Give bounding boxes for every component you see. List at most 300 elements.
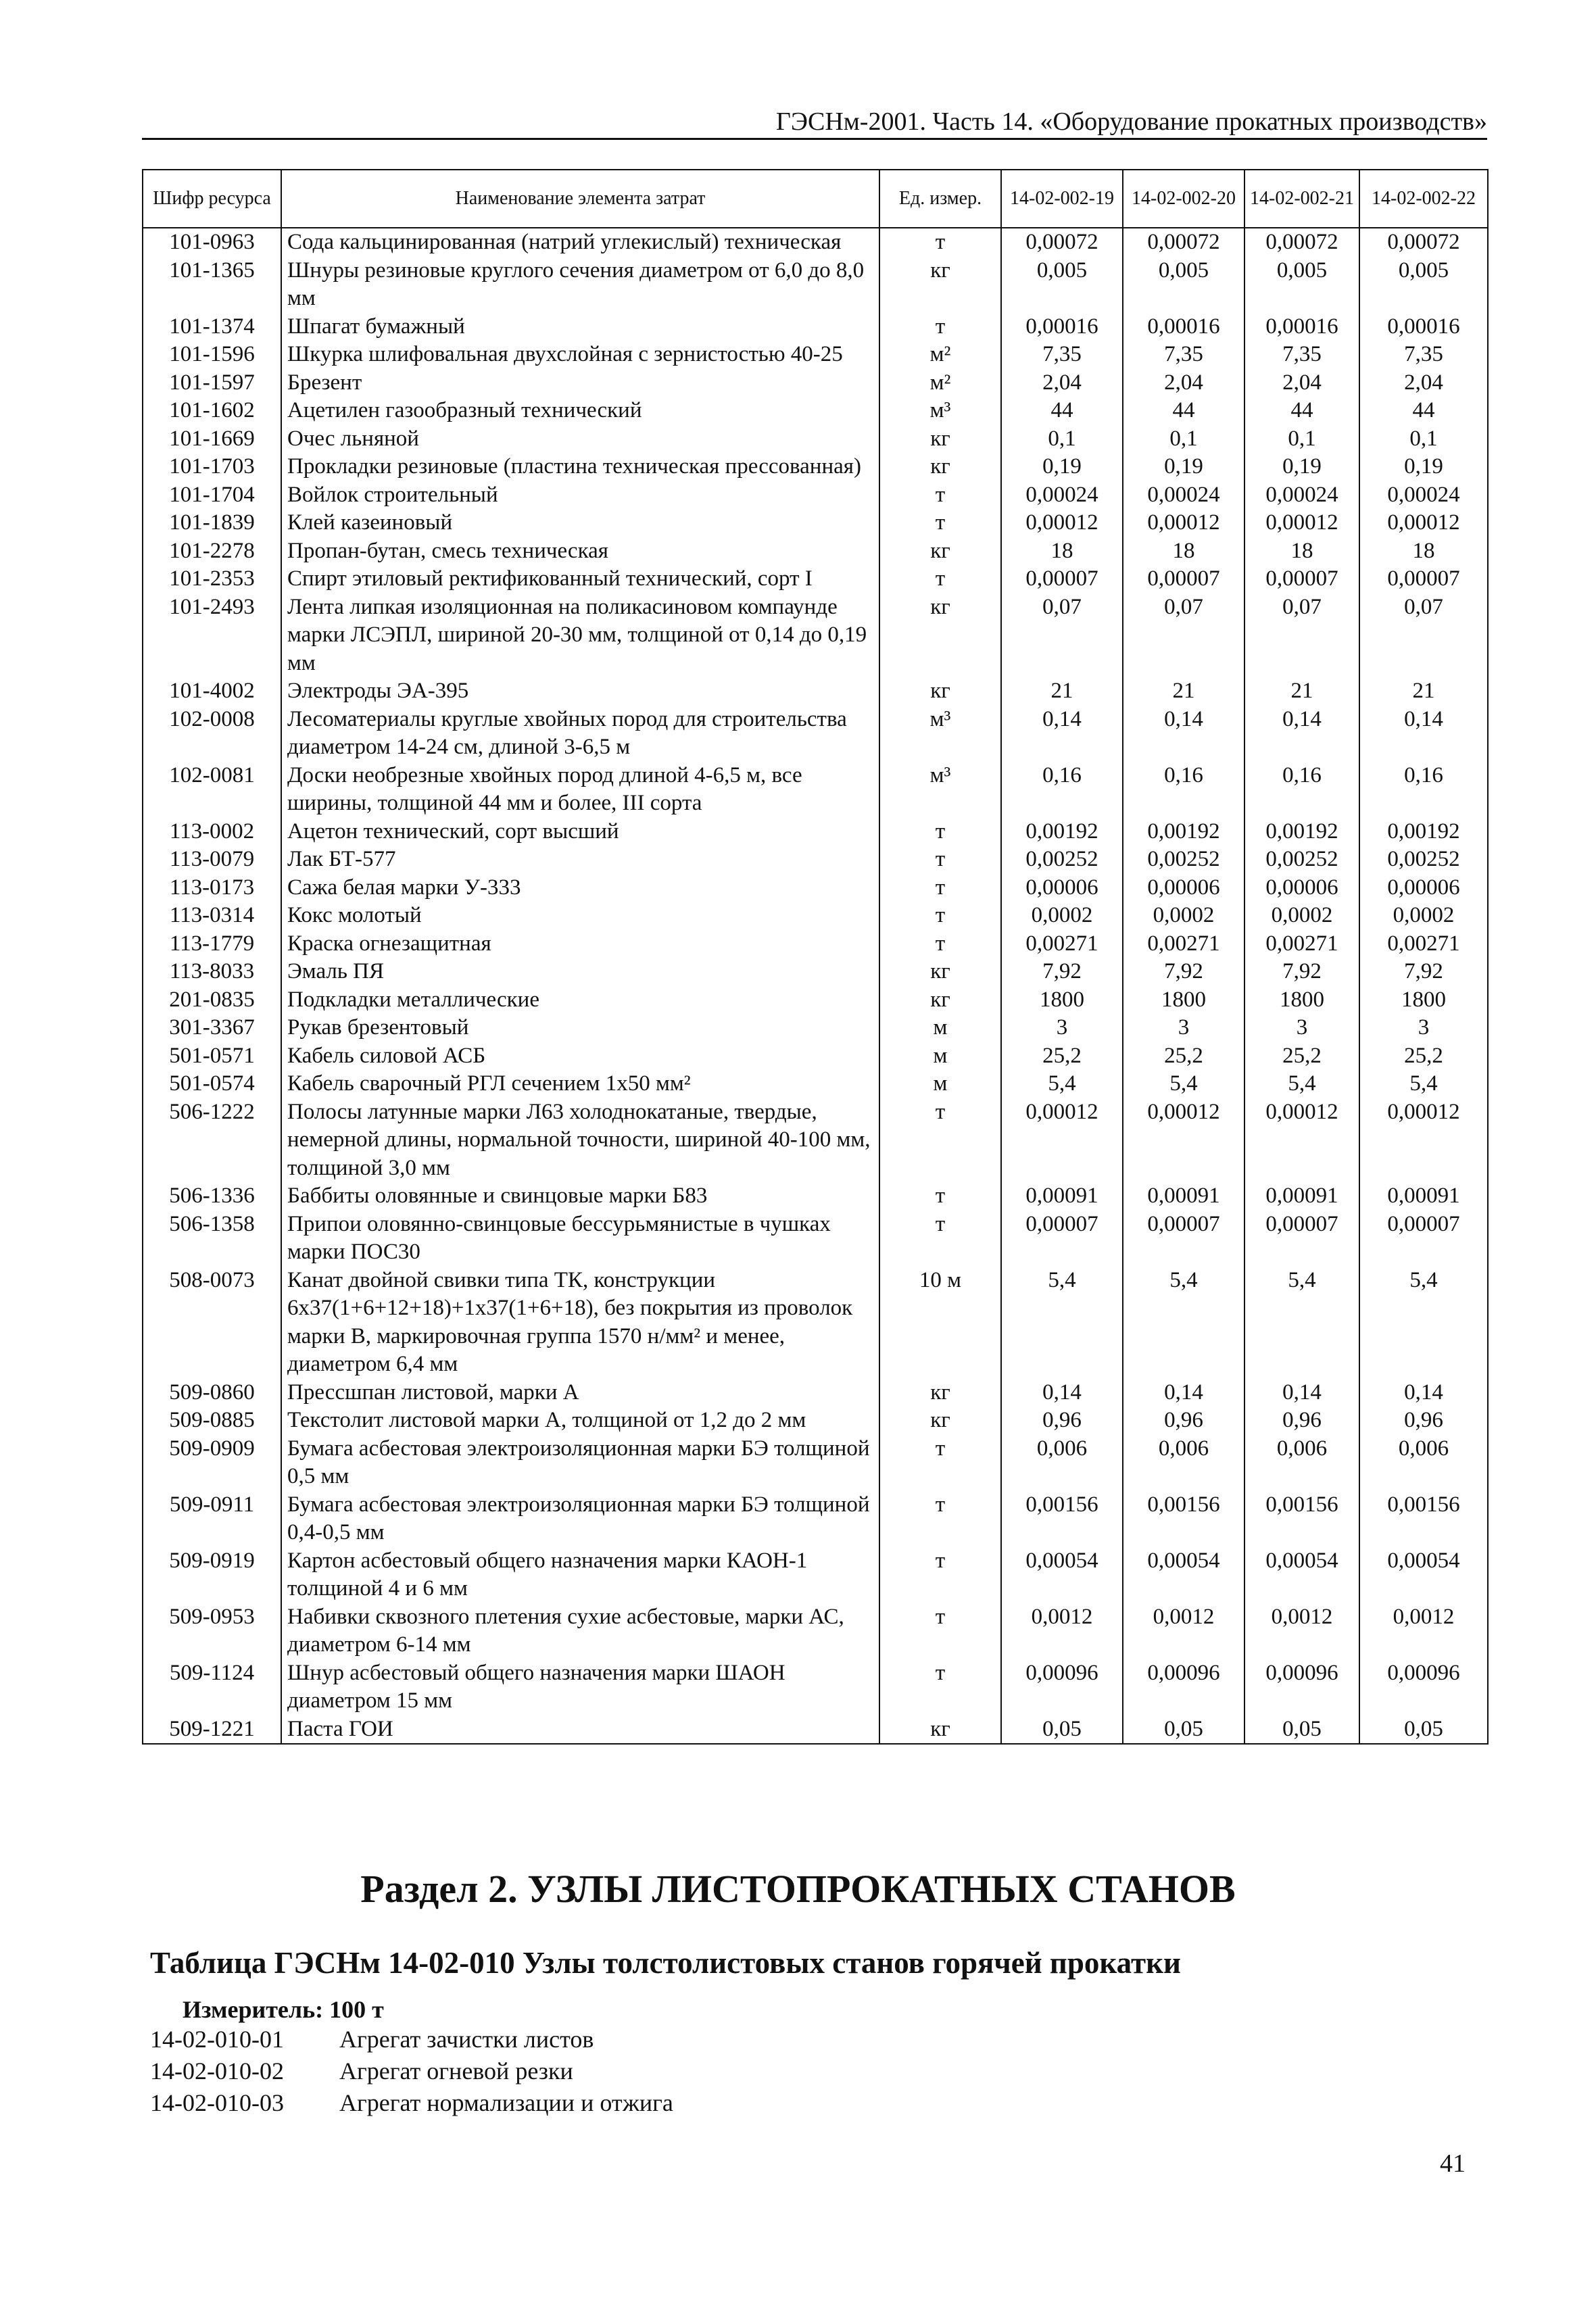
resource-value: 25,2 <box>1359 1042 1488 1071</box>
resource-value: 7,35 <box>1244 341 1359 369</box>
resources-table <box>142 169 1489 1745</box>
resource-value: 2,04 <box>1244 369 1359 397</box>
resource-name: Баббиты оловянные и свинцовые марки Б83 <box>281 1182 879 1211</box>
resource-value: 0,07 <box>1244 593 1359 678</box>
resource-value: 25,2 <box>1244 1042 1359 1071</box>
resource-name: Ацетилен газообразный технический <box>281 397 879 425</box>
column-header: 14-02-002-22 <box>1359 170 1488 228</box>
resource-value: 5,4 <box>1359 1267 1488 1379</box>
resource-unit: т <box>879 902 1001 930</box>
item-name: Агрегат огневой резки <box>339 2057 573 2085</box>
resource-value: 25,2 <box>1001 1042 1123 1071</box>
resource-unit: т <box>879 228 1001 257</box>
resource-unit: т <box>879 846 1001 874</box>
table-header-row <box>143 170 1488 228</box>
table-row <box>143 1267 1488 1379</box>
resource-name: Паста ГОИ <box>281 1715 879 1745</box>
resource-value: 1800 <box>1244 986 1359 1015</box>
item-list <box>150 2024 673 2119</box>
resource-unit: т <box>879 1098 1001 1183</box>
resource-value: 44 <box>1359 397 1488 425</box>
resource-value: 7,92 <box>1359 958 1488 986</box>
resource-name: Ацетон технический, сорт высший <box>281 818 879 846</box>
resource-value: 0,00007 <box>1244 565 1359 593</box>
resource-name: Кокс молотый <box>281 902 879 930</box>
table-row <box>143 341 1488 369</box>
table-row <box>143 425 1488 454</box>
resource-name: Бумага асбестовая электроизоляционная марки БЭ толщиной 0,4-0,5 мм <box>281 1491 879 1547</box>
resource-value: 0,1 <box>1359 425 1488 454</box>
resource-value: 0,00192 <box>1359 818 1488 846</box>
resource-value: 0,00091 <box>1001 1182 1123 1211</box>
resource-value: 3 <box>1123 1014 1244 1042</box>
resource-value: 5,4 <box>1244 1070 1359 1098</box>
resource-value: 0,0002 <box>1123 902 1244 930</box>
resource-value: 0,07 <box>1359 593 1488 678</box>
resource-code: 113-1779 <box>143 930 281 958</box>
resource-value: 2,04 <box>1359 369 1488 397</box>
resource-value: 0,00016 <box>1359 313 1488 341</box>
table-row <box>143 874 1488 902</box>
resource-value: 0,00054 <box>1244 1547 1359 1603</box>
resource-value: 0,00006 <box>1001 874 1123 902</box>
resource-name: Прокладки резиновые (пластина техническая прессованная) <box>281 453 879 481</box>
resource-unit: кг <box>879 958 1001 986</box>
resource-value: 0,00096 <box>1001 1659 1123 1715</box>
resource-value: 0,00072 <box>1001 228 1123 257</box>
resource-value: 1800 <box>1001 986 1123 1015</box>
resource-value: 0,05 <box>1244 1715 1359 1745</box>
table-row <box>143 677 1488 706</box>
resource-value: 5,4 <box>1123 1070 1244 1098</box>
resource-value: 0,16 <box>1244 762 1359 818</box>
resource-code: 101-1365 <box>143 257 281 313</box>
resource-unit: м <box>879 1070 1001 1098</box>
resource-value: 0,1 <box>1123 425 1244 454</box>
resource-code: 509-0860 <box>143 1379 281 1407</box>
resource-name: Доски необрезные хвойных пород длиной 4-6,5 м, все ширины, толщиной 44 мм и более, III сорта <box>281 762 879 818</box>
resource-value: 18 <box>1244 537 1359 566</box>
resource-code: 102-0008 <box>143 706 281 762</box>
resource-name: Лесоматериалы круглые хвойных пород для строительства диаметром 14-24 см, длиной 3-6,5 м <box>281 706 879 762</box>
resource-value: 0,005 <box>1123 257 1244 313</box>
resource-name: Подкладки металлические <box>281 986 879 1015</box>
resource-value: 0,19 <box>1244 453 1359 481</box>
resource-value: 21 <box>1244 677 1359 706</box>
resource-value: 0,96 <box>1359 1407 1488 1435</box>
resource-value: 7,35 <box>1001 341 1123 369</box>
measure-value: 100 т <box>329 1996 384 2023</box>
resource-value: 0,96 <box>1123 1407 1244 1435</box>
resource-value: 0,96 <box>1244 1407 1359 1435</box>
resource-value: 0,0002 <box>1244 902 1359 930</box>
resource-value: 0,1 <box>1001 425 1123 454</box>
resource-unit: т <box>879 1182 1001 1211</box>
resource-code: 509-0885 <box>143 1407 281 1435</box>
measure-line <box>183 1994 384 2025</box>
resource-unit: м³ <box>879 762 1001 818</box>
table-row <box>143 1014 1488 1042</box>
table-row <box>143 1715 1488 1745</box>
resource-code: 101-2353 <box>143 565 281 593</box>
table-row <box>143 481 1488 510</box>
table-row <box>143 228 1488 257</box>
resource-value: 0,0012 <box>1359 1603 1488 1659</box>
resource-value: 0,00024 <box>1359 481 1488 510</box>
resource-code: 509-0953 <box>143 1603 281 1659</box>
resource-value: 7,92 <box>1001 958 1123 986</box>
resource-name: Войлок строительный <box>281 481 879 510</box>
resource-value: 0,00007 <box>1123 1211 1244 1267</box>
resource-value: 0,00252 <box>1244 846 1359 874</box>
resource-value: 0,00012 <box>1123 509 1244 537</box>
resource-name: Сажа белая марки У-333 <box>281 874 879 902</box>
resource-unit: т <box>879 481 1001 510</box>
resource-value: 0,14 <box>1359 1379 1488 1407</box>
resource-value: 0,00007 <box>1244 1211 1359 1267</box>
resource-name: Кабель сварочный РГЛ сечением 1х50 мм² <box>281 1070 879 1098</box>
resource-code: 201-0835 <box>143 986 281 1015</box>
item-name: Агрегат нормализации и отжига <box>339 2089 673 2116</box>
resource-value: 0,00024 <box>1123 481 1244 510</box>
page-number: 41 <box>1440 2149 1466 2178</box>
resource-value: 0,14 <box>1244 1379 1359 1407</box>
resource-unit: 10 м <box>879 1267 1001 1379</box>
table-row <box>143 1491 1488 1547</box>
resource-unit: т <box>879 1659 1001 1715</box>
resource-code: 506-1358 <box>143 1211 281 1267</box>
resource-value: 0,07 <box>1123 593 1244 678</box>
resource-value: 21 <box>1123 677 1244 706</box>
table-row <box>143 818 1488 846</box>
resource-unit: м <box>879 1042 1001 1071</box>
resource-code: 508-0073 <box>143 1267 281 1379</box>
table-row <box>143 593 1488 678</box>
resource-unit: т <box>879 930 1001 958</box>
resource-code: 101-0963 <box>143 228 281 257</box>
resource-value: 0,006 <box>1001 1435 1123 1491</box>
table-row <box>143 846 1488 874</box>
resource-code: 101-4002 <box>143 677 281 706</box>
resource-value: 7,35 <box>1359 341 1488 369</box>
section-title: Раздел 2. УЗЛЫ ЛИСТОПРОКАТНЫХ СТАНОВ <box>360 1867 1236 1911</box>
table-row <box>143 762 1488 818</box>
resource-value: 0,00072 <box>1359 228 1488 257</box>
resource-value: 0,00007 <box>1359 1211 1488 1267</box>
resource-value: 5,4 <box>1359 1070 1488 1098</box>
resource-value: 0,00271 <box>1123 930 1244 958</box>
measure-label: Измеритель: <box>183 1996 324 2023</box>
resource-name: Шнуры резиновые круглого сечения диаметром от 6,0 до 8,0 мм <box>281 257 879 313</box>
resource-value: 0,00006 <box>1359 874 1488 902</box>
resource-code: 101-1374 <box>143 313 281 341</box>
resource-value: 0,19 <box>1359 453 1488 481</box>
resource-unit: кг <box>879 677 1001 706</box>
resource-value: 0,00072 <box>1244 228 1359 257</box>
resource-value: 0,00096 <box>1359 1659 1488 1715</box>
resource-value: 0,0012 <box>1244 1603 1359 1659</box>
resource-name: Лента липкая изоляционная на поликасиновом компаунде марки ЛСЭПЛ, шириной 20-30 мм, толщиной от 0,14 до 0,19 мм <box>281 593 879 678</box>
table-row <box>143 537 1488 566</box>
resource-value: 0,00252 <box>1123 846 1244 874</box>
table-row <box>143 1547 1488 1603</box>
resource-code: 509-0919 <box>143 1547 281 1603</box>
resource-value: 0,00271 <box>1244 930 1359 958</box>
column-header: 14-02-002-19 <box>1001 170 1123 228</box>
table-row <box>143 1603 1488 1659</box>
resource-code: 509-1124 <box>143 1659 281 1715</box>
resource-value: 0,05 <box>1123 1715 1244 1745</box>
resource-value: 0,00192 <box>1244 818 1359 846</box>
resource-value: 0,00012 <box>1001 509 1123 537</box>
resource-value: 1800 <box>1123 986 1244 1015</box>
resource-value: 0,00091 <box>1244 1182 1359 1211</box>
resource-value: 0,00024 <box>1001 481 1123 510</box>
column-header: Наименование элемента затрат <box>281 170 879 228</box>
resource-code: 501-0574 <box>143 1070 281 1098</box>
resource-code: 301-3367 <box>143 1014 281 1042</box>
resource-name: Краска огнезащитная <box>281 930 879 958</box>
resource-value: 0,00007 <box>1001 565 1123 593</box>
resource-value: 0,00054 <box>1123 1547 1244 1603</box>
resource-code: 113-0002 <box>143 818 281 846</box>
resource-value: 0,00006 <box>1244 874 1359 902</box>
resource-code: 509-0911 <box>143 1491 281 1547</box>
table-row <box>143 1070 1488 1098</box>
resource-code: 509-0909 <box>143 1435 281 1491</box>
resource-code: 101-1596 <box>143 341 281 369</box>
resource-unit: кг <box>879 1407 1001 1435</box>
resource-value: 0,00156 <box>1001 1491 1123 1547</box>
column-header: 14-02-002-20 <box>1123 170 1244 228</box>
item-code: 14-02-010-02 <box>150 2057 284 2085</box>
resource-value: 0,00096 <box>1123 1659 1244 1715</box>
resource-unit: т <box>879 1603 1001 1659</box>
resource-value: 0,00271 <box>1359 930 1488 958</box>
resource-unit: м² <box>879 369 1001 397</box>
resource-value: 0,00012 <box>1359 1098 1488 1183</box>
resource-value: 5,4 <box>1244 1267 1359 1379</box>
resource-value: 0,00006 <box>1123 874 1244 902</box>
resource-unit: кг <box>879 537 1001 566</box>
resource-code: 101-1602 <box>143 397 281 425</box>
table-row <box>143 902 1488 930</box>
resource-value: 0,05 <box>1001 1715 1123 1745</box>
resource-unit: м³ <box>879 706 1001 762</box>
resource-code: 101-1704 <box>143 481 281 510</box>
resource-value: 0,00252 <box>1359 846 1488 874</box>
resource-value: 0,00054 <box>1359 1547 1488 1603</box>
table-row <box>143 313 1488 341</box>
resource-value: 18 <box>1123 537 1244 566</box>
resource-value: 0,0012 <box>1001 1603 1123 1659</box>
resource-unit: т <box>879 874 1001 902</box>
table-row <box>143 1435 1488 1491</box>
resource-code: 102-0081 <box>143 762 281 818</box>
table-row <box>143 1211 1488 1267</box>
resource-value: 3 <box>1244 1014 1359 1042</box>
resource-unit: м <box>879 1014 1001 1042</box>
resource-name: Клей казеиновый <box>281 509 879 537</box>
resource-value: 5,4 <box>1001 1070 1123 1098</box>
table-row <box>143 1379 1488 1407</box>
resource-unit: кг <box>879 453 1001 481</box>
resource-value: 0,00012 <box>1359 509 1488 537</box>
resource-value: 0,00012 <box>1244 509 1359 537</box>
table-row <box>143 986 1488 1015</box>
resource-value: 3 <box>1001 1014 1123 1042</box>
resource-value: 5,4 <box>1001 1267 1123 1379</box>
resource-value: 0,00156 <box>1359 1491 1488 1547</box>
table-row <box>143 1042 1488 1071</box>
resource-value: 0,00016 <box>1123 313 1244 341</box>
resource-value: 25,2 <box>1123 1042 1244 1071</box>
resource-unit: кг <box>879 1379 1001 1407</box>
resource-value: 7,92 <box>1244 958 1359 986</box>
table-row <box>143 930 1488 958</box>
table-row <box>143 369 1488 397</box>
resource-value: 0,19 <box>1001 453 1123 481</box>
resource-value: 0,16 <box>1123 762 1244 818</box>
resource-unit: т <box>879 818 1001 846</box>
resource-value: 2,04 <box>1123 369 1244 397</box>
table-row <box>143 1407 1488 1435</box>
resource-name: Набивки сквозного плетения сухие асбестовые, марки АС, диаметром 6-14 мм <box>281 1603 879 1659</box>
resource-code: 113-0079 <box>143 846 281 874</box>
resource-unit: т <box>879 1547 1001 1603</box>
resource-unit: т <box>879 1435 1001 1491</box>
resource-unit: т <box>879 1491 1001 1547</box>
resource-value: 0,0002 <box>1359 902 1488 930</box>
table-title: Таблица ГЭСНм 14-02-010 Узлы толстолистовых станов горячей прокатки <box>150 1946 1181 1980</box>
resource-value: 0,00016 <box>1001 313 1123 341</box>
resource-value: 3 <box>1359 1014 1488 1042</box>
resource-value: 0,16 <box>1001 762 1123 818</box>
resource-value: 44 <box>1123 397 1244 425</box>
resource-code: 113-0314 <box>143 902 281 930</box>
resource-value: 0,00007 <box>1001 1211 1123 1267</box>
resource-value: 7,35 <box>1123 341 1244 369</box>
resource-value: 0,00007 <box>1359 565 1488 593</box>
list-item <box>150 2055 673 2087</box>
resource-value: 18 <box>1359 537 1488 566</box>
resource-value: 2,04 <box>1001 369 1123 397</box>
column-header: Шифр ресурса <box>143 170 281 228</box>
table-row <box>143 509 1488 537</box>
resource-value: 0,00091 <box>1359 1182 1488 1211</box>
resource-code: 101-2493 <box>143 593 281 678</box>
table-row <box>143 257 1488 313</box>
resource-name: Полосы латунные марки Л63 холоднокатаные, твердые, немерной длины, нормальной точности, шириной 40-100 мм, толщиной 3,0 мм <box>281 1098 879 1183</box>
resource-code: 506-1336 <box>143 1182 281 1211</box>
resource-unit: кг <box>879 593 1001 678</box>
resource-code: 113-0173 <box>143 874 281 902</box>
resource-value: 0,00072 <box>1123 228 1244 257</box>
resource-name: Лак БТ-577 <box>281 846 879 874</box>
resource-unit: т <box>879 565 1001 593</box>
resource-value: 44 <box>1244 397 1359 425</box>
resource-name: Канат двойной свивки типа ТК, конструкции 6х37(1+6+12+18)+1х37(1+6+18), без покрытия из проволок марки В, маркировочная группа 1570 н/мм² и менее, диаметром 6,4 мм <box>281 1267 879 1379</box>
resource-value: 0,14 <box>1123 706 1244 762</box>
resource-name: Спирт этиловый ректификованный технический, сорт I <box>281 565 879 593</box>
resource-value: 0,0002 <box>1001 902 1123 930</box>
table-row <box>143 1659 1488 1715</box>
resource-name: Брезент <box>281 369 879 397</box>
resource-value: 0,00012 <box>1001 1098 1123 1183</box>
resource-value: 0,006 <box>1359 1435 1488 1491</box>
resource-value: 0,14 <box>1359 706 1488 762</box>
resource-name: Шнур асбестовый общего назначения марки ШАОН диаметром 15 мм <box>281 1659 879 1715</box>
resource-name: Шкурка шлифовальная двухслойная с зернистостью 40-25 <box>281 341 879 369</box>
resource-value: 7,92 <box>1123 958 1244 986</box>
list-item <box>150 2087 673 2119</box>
resource-value: 44 <box>1001 397 1123 425</box>
resource-value: 0,00252 <box>1001 846 1123 874</box>
resource-unit: кг <box>879 425 1001 454</box>
resource-value: 0,0012 <box>1123 1603 1244 1659</box>
resource-value: 0,00156 <box>1244 1491 1359 1547</box>
column-header: Ед. измер. <box>879 170 1001 228</box>
resource-value: 0,00054 <box>1001 1547 1123 1603</box>
resource-unit: кг <box>879 986 1001 1015</box>
resource-value: 0,00192 <box>1123 818 1244 846</box>
resource-value: 0,00024 <box>1244 481 1359 510</box>
resource-name: Припои оловянно-свинцовые бессурьмянистые в чушках марки ПОС30 <box>281 1211 879 1267</box>
resource-name: Текстолит листовой марки А, толщиной от 1,2 до 2 мм <box>281 1407 879 1435</box>
resource-code: 501-0571 <box>143 1042 281 1071</box>
resource-value: 0,14 <box>1244 706 1359 762</box>
resource-value: 0,005 <box>1359 257 1488 313</box>
resource-name: Шпагат бумажный <box>281 313 879 341</box>
resource-code: 101-1669 <box>143 425 281 454</box>
resource-value: 0,14 <box>1001 706 1123 762</box>
resource-value: 0,005 <box>1001 257 1123 313</box>
resource-name: Электроды ЭА-395 <box>281 677 879 706</box>
list-item <box>150 2024 673 2055</box>
resource-unit: т <box>879 313 1001 341</box>
table-row <box>143 453 1488 481</box>
resource-name: Кабель силовой АСБ <box>281 1042 879 1071</box>
resource-name: Эмаль ПЯ <box>281 958 879 986</box>
column-header: 14-02-002-21 <box>1244 170 1359 228</box>
table-row <box>143 958 1488 986</box>
resource-name: Сода кальцинированная (натрий углекислый) техническая <box>281 228 879 257</box>
table-row <box>143 1182 1488 1211</box>
resource-name: Пропан-бутан, смесь техническая <box>281 537 879 566</box>
resource-value: 0,07 <box>1001 593 1123 678</box>
resource-unit: т <box>879 1211 1001 1267</box>
resource-code: 506-1222 <box>143 1098 281 1183</box>
resource-unit: м² <box>879 341 1001 369</box>
resource-value: 0,00096 <box>1244 1659 1359 1715</box>
resource-unit: кг <box>879 1715 1001 1745</box>
resource-name: Прессшпан листовой, марки А <box>281 1379 879 1407</box>
resource-value: 0,006 <box>1123 1435 1244 1491</box>
resource-value: 1800 <box>1359 986 1488 1015</box>
resource-value: 0,00016 <box>1244 313 1359 341</box>
resource-code: 101-1597 <box>143 369 281 397</box>
resource-value: 0,16 <box>1359 762 1488 818</box>
resource-unit: м³ <box>879 397 1001 425</box>
resource-value: 0,005 <box>1244 257 1359 313</box>
table-row <box>143 397 1488 425</box>
item-code: 14-02-010-01 <box>150 2026 284 2053</box>
resource-value: 0,19 <box>1123 453 1244 481</box>
resource-unit: кг <box>879 257 1001 313</box>
resource-name: Очес льняной <box>281 425 879 454</box>
resource-value: 0,00012 <box>1244 1098 1359 1183</box>
resource-code: 101-1839 <box>143 509 281 537</box>
